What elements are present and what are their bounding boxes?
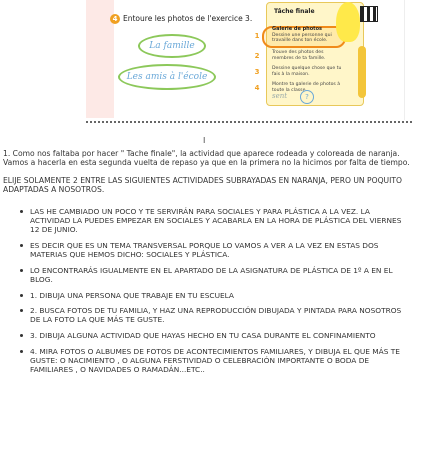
oval-school-friends: Les amis à l'école [118, 64, 216, 90]
yellow-swish-decoration [358, 46, 366, 98]
step-1 [272, 27, 344, 44]
paragraph-2: Vamos a hacerla en esta segunda vuelta de repaso ya que en la primera no la hicimos por falta de tiempo. [3, 158, 410, 168]
step-number-4: 4 [254, 84, 260, 92]
step-1-title: Galerie de photos [272, 26, 322, 32]
step-4-text: Montre ta galerie de photos à toute la classe. [272, 82, 341, 93]
exercise-number-badge: 4 [110, 14, 120, 24]
step-1-text: Dessine une personne qui travaille dans ton école. [272, 32, 332, 44]
list-item: 3. DIBUJA ALGUNA ACTIVIDAD QUE HAYAS HECHO EN TU CASA DURANTE EL CONFINAMIENTO [20, 331, 411, 340]
step-2-text: Trouve des photos des membres de ta famille. [272, 50, 326, 61]
question-icon: ? [300, 90, 314, 104]
lightbulb-icon [336, 2, 360, 42]
step-3-text: Dessine quelque chose que tu fais à la maison. [272, 66, 342, 77]
text-cursor-marker: I [203, 136, 206, 145]
exercise-instruction [110, 14, 252, 24]
paragraph-1: 1. Como nos faltaba por hacer " Tache finale", la actividad que aparece rodeada y coloreada de naranja. [3, 149, 400, 158]
checkered-flag-icon [360, 6, 378, 22]
tache-finale-panel [252, 2, 388, 106]
list-item: LAS HE CAMBIADO UN POCO Y TE SERVIRÁN PARA SOCIALES Y PARA PLÁSTICA A LA VEZ. LA ACTIVIDAD LA PUEDES EMPEZAR EN SOCIALES Y ACABARLA EN LA HORA DE PLÁSTICA DEL VIERNES 12 DE JUNIO. [20, 207, 411, 235]
dotted-divider [86, 121, 412, 123]
instructions-body [3, 149, 411, 381]
oval-family: La famille [138, 34, 206, 58]
exercise-text: Entoure les photos de l'exercice 3. [123, 14, 253, 23]
tache-title: Tâche finale [274, 8, 315, 15]
list-item: 2. BUSCA FOTOS DE TU FAMILIA, Y HAZ UNA REPRODUCCIÓN DIBUJADA Y PINTADA PARA NOSOTROS DE LA FOTO LA QUE MÁS TE GUSTE. [20, 306, 411, 324]
step-number-2: 2 [254, 52, 260, 60]
step-number-3: 3 [254, 68, 260, 76]
footer-word: sent [272, 92, 288, 100]
list-item: LO ENCONTRARÁS IGUALMENTE EN EL APARTADO DE LA ASIGNATURA DE PLÁSTICA DE 1º A EN EL BLOG. [20, 266, 411, 284]
list-item: 1. DIBUJA UNA PERSONA QUE TRABAJE EN TU ESCUELA [20, 291, 411, 300]
image-right-edge [404, 0, 426, 120]
activity-list [3, 207, 411, 375]
textbook-image [86, 0, 404, 118]
paragraph-3: ELIJE SOLAMENTE 2 ENTRE LAS SIGUIENTES ACTIVIDADES SUBRAYADAS EN NARANJA, PERO UN POQUITO ADAPTADAS A NOSOTROS. [3, 175, 402, 195]
step-number-1: 1 [254, 32, 260, 40]
list-item: ES DECIR QUE ES UN TEMA TRANSVERSAL PORQUE LO VAMOS A VER A LA VEZ EN ESTAS DOS MATERIAS QUE HEMOS DICHO: SOCIALES Y PLÁSTICA. [20, 241, 411, 259]
list-item: 4. MIRA FOTOS O ALBUMES DE FOTOS DE ACONTECIMIENTOS FAMILIARES, Y DIBUJA EL QUE MÁS TE GUSTE: O NACIMIENTO , O ALGUNA FERSTIVIDAD O CELEBRACIÓN IMPORTANTE O BODA DE FAMILIARES , O NAVIDADES O RAMADÁN...ETC.. [20, 347, 411, 375]
